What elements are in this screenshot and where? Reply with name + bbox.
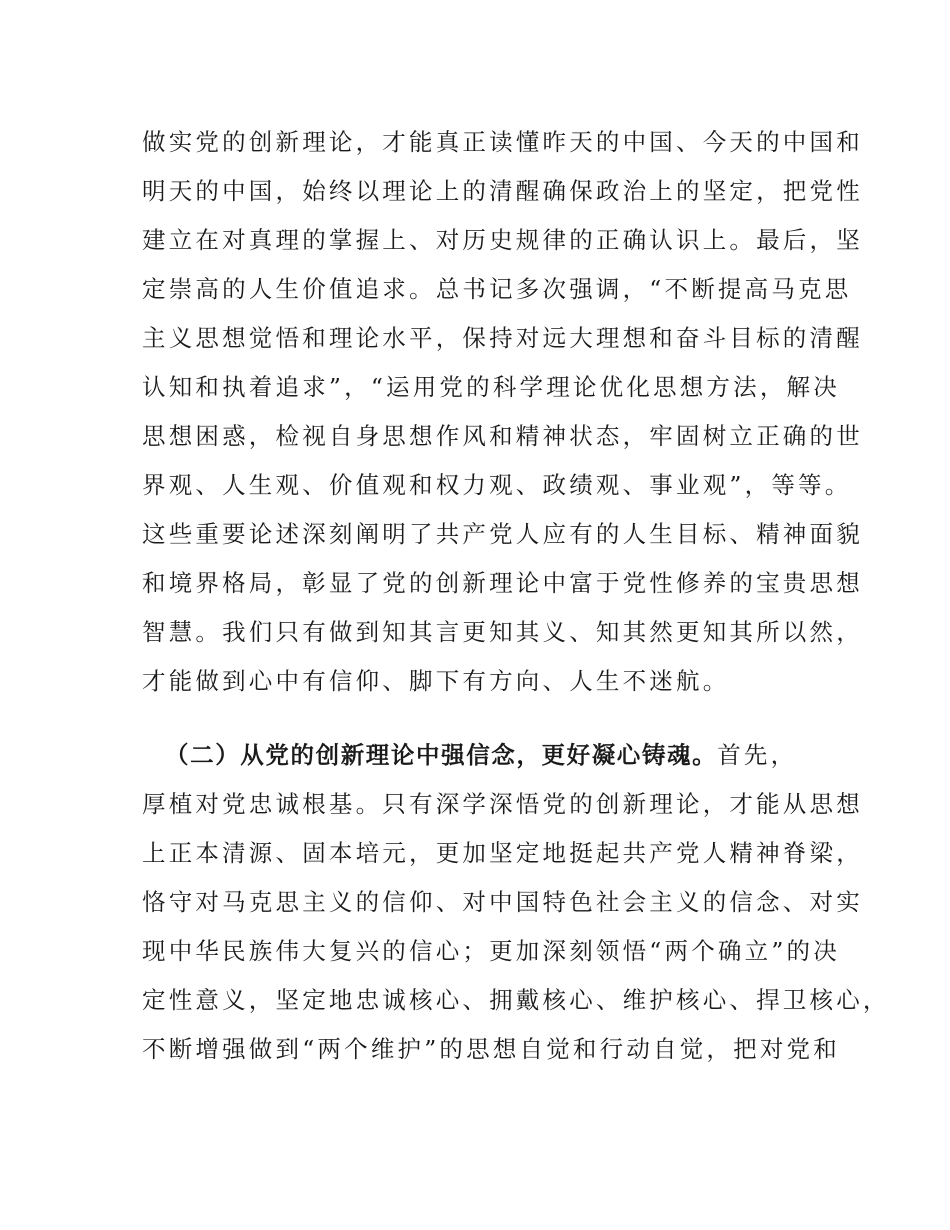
heading-trailing-text: 首先， xyxy=(717,741,798,769)
paragraph-line: 认知和执着追求”，“运用党的科学理论优化思想方法，解决 xyxy=(142,373,840,401)
paragraph-line: 上正本清源、固本培元，更加坚定地挺起共产党人精神脊梁， xyxy=(142,839,863,867)
paragraph-line: 做实党的创新理论，才能真正读懂昨天的中国、今天的中国和 xyxy=(142,128,863,156)
paragraph-line: 建立在对真理的掌握上、对历史规律的正确认识上。最后，坚 xyxy=(142,226,863,254)
paragraph-line: 才能做到心中有信仰、脚下有方向、人生不迷航。 xyxy=(142,667,730,695)
paragraph-line: 明天的中国，始终以理论上的清醒确保政治上的坚定，把党性 xyxy=(142,177,863,205)
paragraph-line: 恪守对马克思主义的信仰、对中国特色社会主义的信念、对实 xyxy=(142,888,863,916)
paragraph-first-line xyxy=(165,740,797,770)
paragraph-line: 定崇高的人生价值追求。总书记多次强调，“不断提高马克思 xyxy=(142,275,852,303)
paragraph-line: 主义思想觉悟和理论水平，保持对远大理想和奋斗目标的清醒 xyxy=(142,324,863,352)
paragraph-line: 和境界格局，彰显了党的创新理论中富于党性修养的宝贵思想 xyxy=(142,569,863,597)
paragraph-line: 这些重要论述深刻阐明了共产党人应有的人生目标、精神面貌 xyxy=(142,520,863,548)
paragraph-line: 界观、人生观、价值观和权力观、政绩观、事业观”，等等。 xyxy=(142,471,852,499)
paragraph-line: 厚植对党忠诚根基。只有深学深悟党的创新理论，才能从思想 xyxy=(142,790,863,818)
paragraph-line: 现中华民族伟大复兴的信心；更加深刻领悟“两个确立”的决 xyxy=(142,937,840,965)
paragraph-line: 不断增强做到“两个维护”的思想自觉和行动自觉，把对党和 xyxy=(142,1035,840,1063)
paragraph-line: 定性意义，坚定地忠诚核心、拥戴核心、维护核心、捍卫核心， xyxy=(142,986,890,1014)
paragraph-line: 思想困惑，检视自身思想作风和精神状态，牢固树立正确的世 xyxy=(142,422,863,450)
paragraph-line: 智慧。我们只有做到知其言更知其义、知其然更知其所以然， xyxy=(142,618,863,646)
section-heading: （二）从党的创新理论中强信念，更好凝心铸魂。 xyxy=(165,741,718,769)
